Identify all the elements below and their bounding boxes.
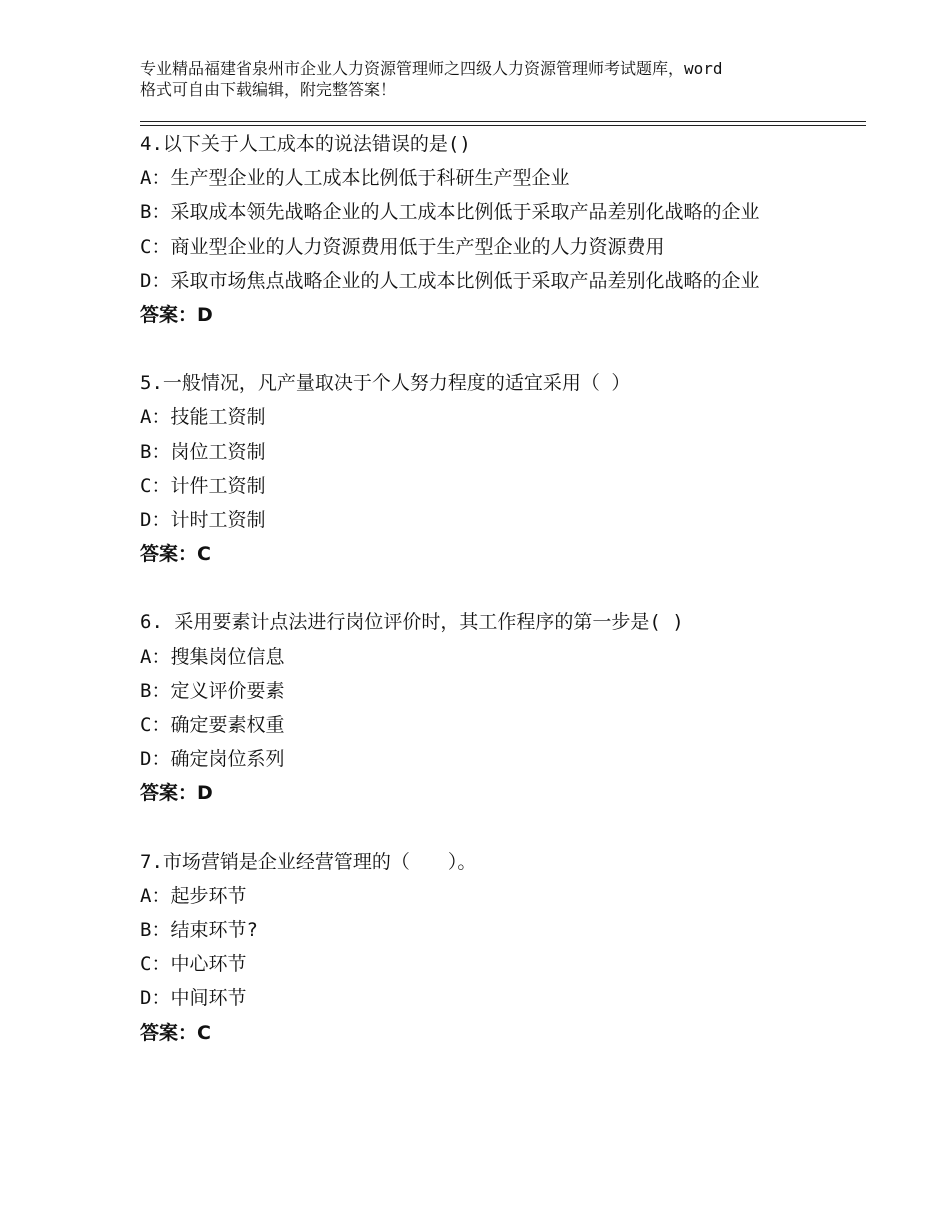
option-c: C：商业型企业的人力资源费用低于生产型企业的人力资源费用 [140,235,665,258]
header-line-2: 格式可自由下载编辑，附完整答案！ [140,80,397,99]
document-header [140,58,830,100]
option-c: C：计件工资制 [140,474,266,497]
answer-label: 答案：C [140,1021,211,1044]
header-divider-bottom [140,125,866,126]
option-d: D：中间环节 [140,987,247,1010]
header-line-1: 专业精品福建省泉州市企业人力资源管理师之四级人力资源管理师考试题库，word [140,59,723,78]
option-a: A：技能工资制 [140,406,266,429]
option-b: B：定义评价要素 [140,679,285,702]
option-d: D：采取市场焦点战略企业的人工成本比例低于采取产品差别化战略的企业 [140,269,760,292]
question-6 [140,605,830,810]
question-title: 5.一般情况，凡产量取决于个人努力程度的适宜采用（ ） [140,372,631,395]
option-a: A：生产型企业的人工成本比例低于科研生产型企业 [140,167,570,190]
option-d: D：确定岗位系列 [140,748,285,771]
question-4 [140,127,830,332]
answer-label: 答案：D [140,304,213,327]
question-5 [140,366,830,571]
option-d: D：计时工资制 [140,509,266,532]
question-title: 6. 采用要素计点法进行岗位评价时，其工作程序的第一步是( ) [140,611,684,634]
header-divider-top [140,121,866,122]
option-b: B：结束环节? [140,919,258,942]
answer-label: 答案：C [140,543,211,566]
option-c: C：确定要素权重 [140,714,285,737]
option-c: C：中心环节 [140,953,247,976]
question-title: 4.以下关于人工成本的说法错误的是() [140,133,471,155]
question-7 [140,845,830,1050]
answer-label: 答案：D [140,782,213,805]
option-b: B：岗位工资制 [140,440,266,463]
option-a: A：搜集岗位信息 [140,645,285,668]
question-title: 7.市场营销是企业经营管理的（ ）。 [140,850,477,873]
option-b: B：采取成本领先战略企业的人工成本比例低于采取产品差别化战略的企业 [140,201,760,224]
option-a: A：起步环节 [140,884,247,907]
question-list [140,127,830,1050]
